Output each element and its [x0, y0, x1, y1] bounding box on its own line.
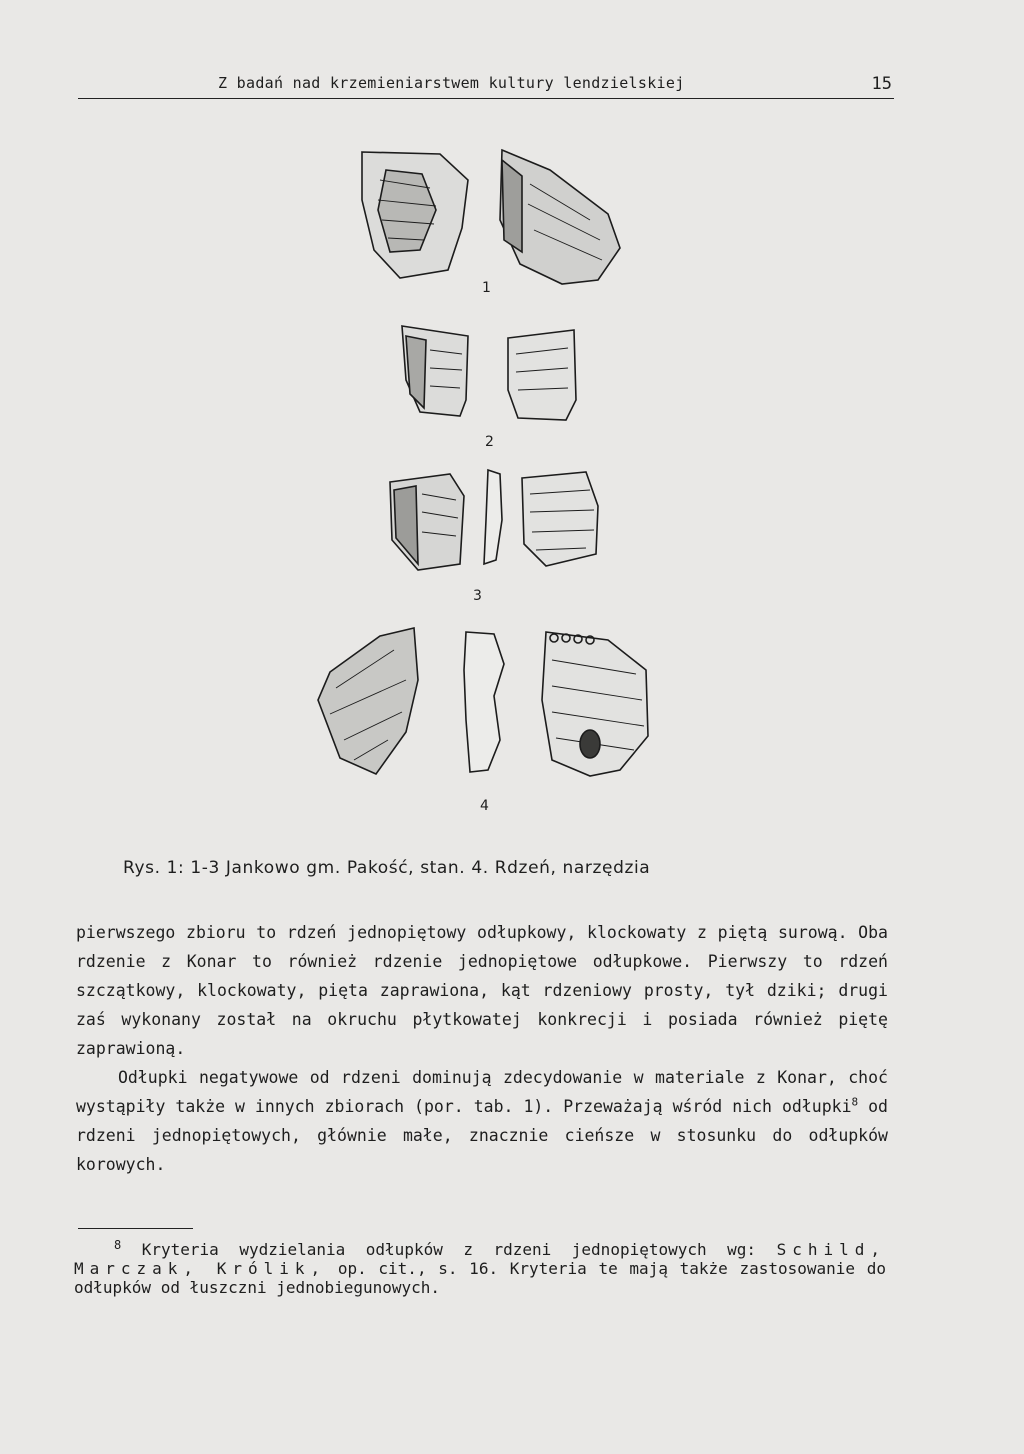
figure-label-1: 1 — [482, 280, 491, 296]
figure-label-4: 4 — [480, 798, 489, 814]
footnote-text-end: op. cit., s. 16. Kryteria te mają także zastosowanie do odłupków od łuszczni jednobiegunowych. — [74, 1259, 886, 1297]
figure-caption: Rys. 1: 1-3 Jankowo gm. Pakość, stan. 4. Rdzeń, narzędzia — [123, 858, 651, 878]
page-header — [78, 72, 894, 99]
footnote-reference[interactable]: 8 — [851, 1095, 859, 1109]
paragraph-2-text-a: Odłupki negatywowe od rdzeni dominują zdecydowanie w materiale z Konar, choć wystąpiły także w innych zbiorach (por. tab. 1). Przeważają wśród nich odłupki — [76, 1068, 888, 1116]
artifact-4-tool — [318, 628, 648, 776]
figure-label-2: 2 — [485, 434, 494, 450]
artifact-3-tool — [390, 470, 598, 570]
paragraph-2-text-b: od rdzeni jednopiętowych, głównie małe, znacznie cieńsze w stosunku do odłupków korowych. — [76, 1097, 888, 1174]
artifact-1-core — [362, 150, 620, 284]
running-title: Z badań nad krzemieniarstwem kultury lendzielskiej — [218, 74, 685, 92]
artifact-2-flake — [402, 326, 576, 420]
body-text — [76, 918, 888, 1179]
figure-label-3: 3 — [473, 588, 482, 604]
paragraph-1: pierwszego zbioru to rdzeń jednopiętowy odłupkowy, klockowaty z piętą surową. Oba rdzenie z Konar to również rdzenie jednopiętowe odłupkowe. Pierwszy to rdzeń szczątkowy, klockowaty, pięta zaprawiona, kąt rdzeniowy prosty, tył dziki; drugi zaś wykonany został na okruchu płytkowatej konkrecji i posiada również piętę zaprawioną. — [76, 923, 888, 1058]
artifact-illustration — [290, 140, 650, 830]
paragraph-2 — [76, 1063, 888, 1179]
footnote-mark: 8 — [114, 1237, 122, 1252]
footnote-authors: Schild, Marczak, Królik, — [74, 1240, 886, 1278]
footnote-separator — [78, 1228, 193, 1229]
page-number: 15 — [871, 74, 892, 94]
footnote-text-start: Kryteria wydzielania odłupków z rdzeni jednopiętowych wg: — [141, 1240, 757, 1259]
footnote — [74, 1237, 886, 1297]
flint-drawings — [290, 140, 650, 830]
